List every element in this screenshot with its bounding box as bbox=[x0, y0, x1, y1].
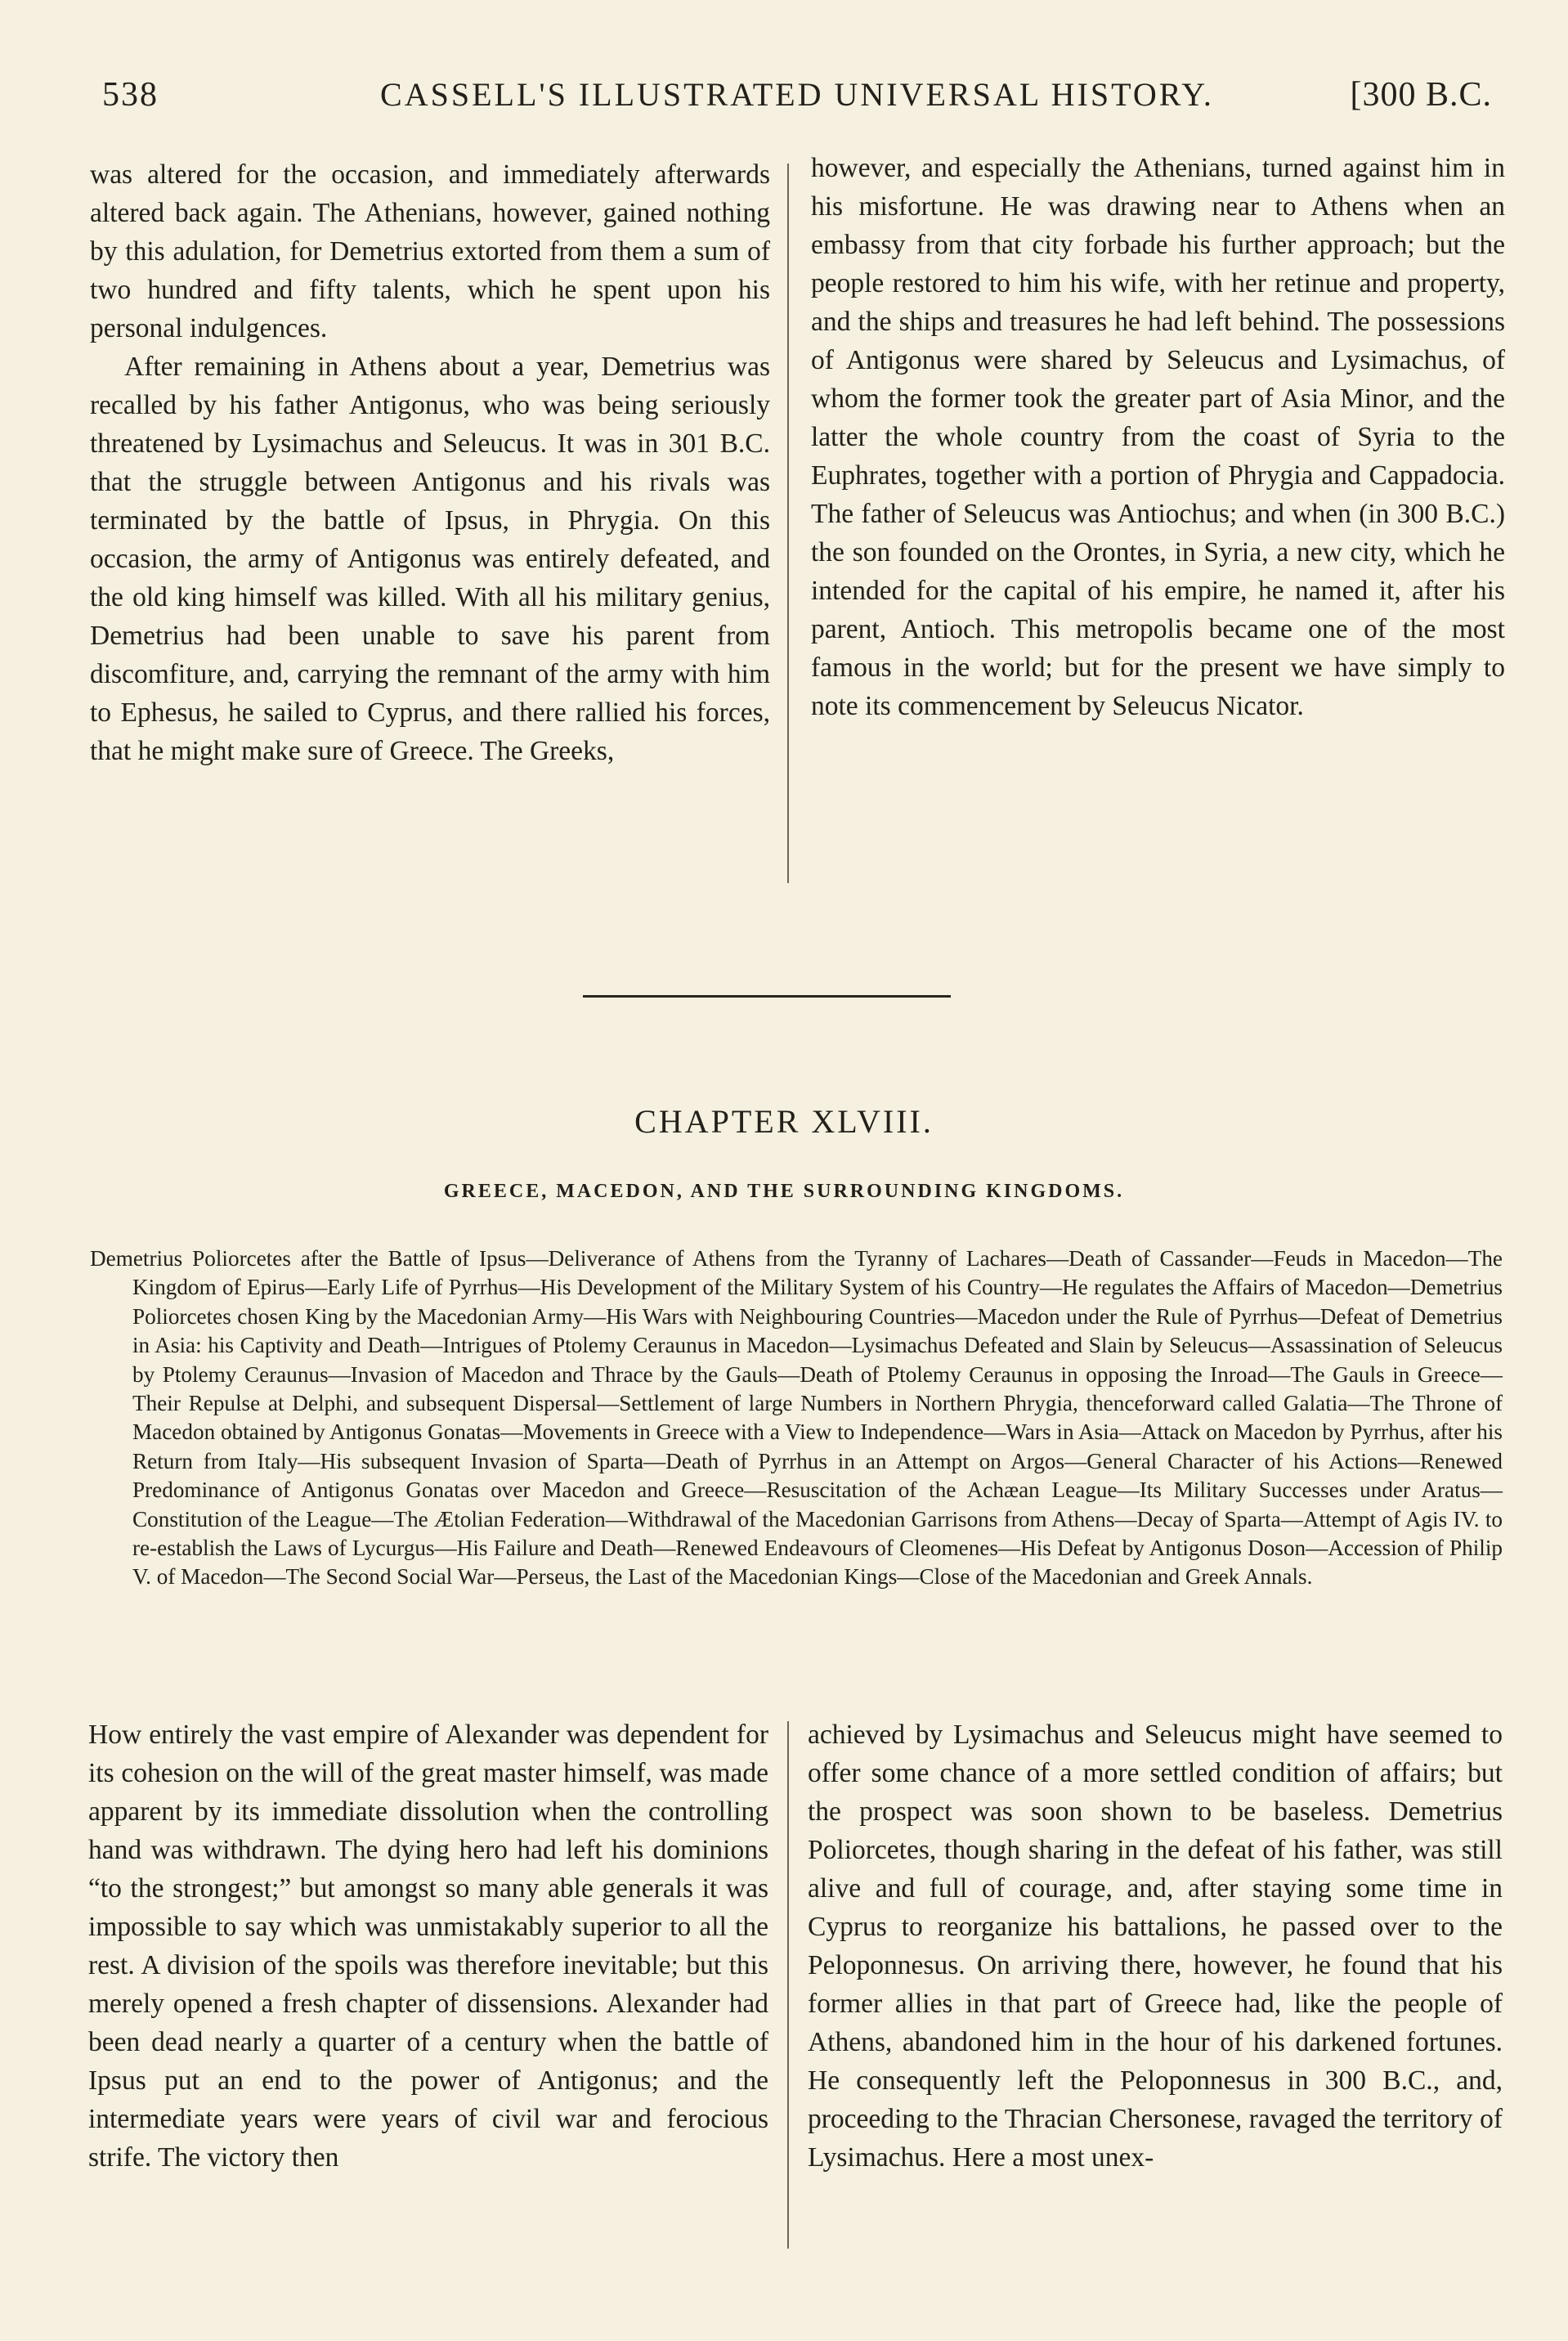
column-divider bbox=[787, 164, 789, 883]
running-title: CASSELL'S ILLUSTRATED UNIVERSAL HISTORY. bbox=[380, 76, 1214, 113]
paragraph: How entirely the vast empire of Alexander was dependent for its cohesion on the will of the great master himself, was made apparent by its immediate dissolution when the controlling hand was withdrawn. The dying hero had left his dominions “to the strongest;” but amongst so many able generals it was impossible to say which was unmistakably superior to all the rest. A division of the spoils was therefore inevitable; but this merely opened a fresh chapter of dissensions. Alexander had been dead nearly a quarter of a century when the battle of Ipsus put an end to the power of Antigonus; and the intermediate years were years of civil war and ferocious strife. The victory then bbox=[88, 1720, 768, 2173]
paragraph bbox=[90, 348, 770, 770]
bottom-left-column bbox=[88, 1715, 768, 2177]
text-run: , and, proceeding to the Thracian Chersonese, ravaged the territory of Lysimachus. Here a most unex- bbox=[808, 2065, 1503, 2173]
chapter-heading: CHAPTER XLVIII. bbox=[634, 1103, 934, 1140]
paragraph: was altered for the occasion, and immediately afterwards altered back again. The Athenians, however, gained nothing by this adulation, for Demetrius extorted from them a sum of two hundred and fifty talents, which he spent upon his personal indulgences. bbox=[90, 159, 770, 343]
text-run: ) the son founded on the Orontes, in Syria, a new city, which he intended for the capital of his empire, he named it, after his parent, Antioch. This metropolis became one of the most famous in the world; but for the present we have simply to note its commencement by Seleucus Nicator. bbox=[811, 499, 1506, 721]
paragraph bbox=[811, 149, 1505, 725]
summary-text: Demetrius Poliorcetes after the Battle of Ipsus—Deliverance of Athens from the Tyranny of Lachares—Death of Cassander—Feuds in Macedon—The Kingdom of Epirus—Early Life of Pyrrhus—His Development of the Military System of his Country—He regulates the Affairs of Macedon—Demetrius Poliorcetes chosen King by the Macedonian Army—His Wars with Neighbouring Countries—Macedon under the Rule of Pyrrhus—Defeat of Demetrius in Asia: his Captivity and Death—Intrigues of Ptolemy Ceraunus in Macedon—Lysimachus Defeated and Slain by Seleucus—Assassination of Seleucus by Ptolemy Ceraunus—Invasion of Macedon and Thrace by the Gauls—Death of Ptolemy Ceraunus in opposing the Inroad—The Gauls in Greece—Their Repulse at Delphi, and subsequent Dispersal—Settlement of large Numbers in Northern Phrygia, thenceforward called Galatia—The Throne of Macedon obtained by Antigonus Gonatas—Movements in Greece with a View to Independence—Wars in Asia—Attack on Macedon by Pyrrhus, after his Return from Italy—His subsequent Invasion of Sparta—Death of Pyrrhus in an Attempt on Argos—General Character of his Actions—Renewed Predominance of Antigonus Gonatas over Macedon and Greece—Resuscitation of the Achæan League—Its Military Successes under Aratus—Constitution of the League—The Ætolian Federation—Withdrawal of the Macedonian Garrisons from Athens—Decay of Sparta—Attempt of Agis IV. to re-establish the Laws of Lycurgus—His Failure and Death—Renewed Endeavours of Cleomenes—His Defeat by Antigonus Doson—Accession of Philip V. of Macedon—The Second Social War—Perseus, the Last of the Macedonian Kings—Close of the Macedonian and Greek Annals. bbox=[90, 1246, 1503, 1590]
top-left-column bbox=[90, 155, 770, 770]
text-run: however, and especially the Athenians, turned against him in his misfortune. He was drawing near to Athens when an embassy from that city forbade his further approach; but the people restored to him his wife, with her retinue and property, and the ships and treasures he had left behind. The possessions of Antigonus were shared by Seleucus and Lysimachus, of whom the former took the greater part of Asia Minor, and the latter the whole country from the coast of Syria to the Euphrates, together with a portion of Phrygia and Cappadocia. The father of Seleucus was Antiochus; and when (in 300 bbox=[811, 153, 1505, 529]
page-number: 538 bbox=[102, 76, 159, 114]
text-run: achieved by Lysimachus and Seleucus might have seemed to offer some chance of a more settled condition of affairs; but the prospect was soon shown to be baseless. Demetrius Poliorcetes, though sharing in the defeat of his father, was still alive and full of courage, and, after staying some time in Cyprus to reorganize his battalions, he passed over to the Peloponnesus. On arriving there, however, he found that his former allies in that part of Greece had, like the people of Athens, abandoned him in the hour of his darkened fortunes. He consequently left the Peloponnesus in 300 bbox=[808, 1720, 1503, 2096]
section-divider bbox=[583, 995, 951, 998]
chapter-summary bbox=[90, 1244, 1503, 1592]
paragraph bbox=[808, 1715, 1503, 2177]
bottom-right-column bbox=[808, 1715, 1503, 2177]
column-divider bbox=[787, 1721, 789, 2249]
text-run: After remaining in Athens about a year, Demetrius was recalled by his father Antigonus, who was being seriously threatened by Lysimachus and Seleucus. It was in 301 bbox=[90, 352, 770, 459]
era-abbrev: B.C. bbox=[1445, 499, 1496, 529]
top-right-column bbox=[811, 149, 1505, 725]
era-abbrev: B.C. bbox=[1382, 2065, 1433, 2096]
era-abbrev: B.C. bbox=[719, 428, 771, 459]
running-head bbox=[102, 75, 1492, 124]
text-run: that the struggle between Antigonus and his rivals was terminated by the battle of Ipsus, in Phrygia. On this occasion, the army of Antigonus was entirely defeated, and the old king himself was killed. With all his military genius, Demetrius had been unable to save his parent from discomfiture, and, carrying the remnant of the army with him to Ephesus, he sailed to Cyprus, and there rallied his forces, that he might make sure of Greece. The Greeks, bbox=[90, 467, 770, 766]
chapter-subtitle: GREECE, MACEDON, AND THE SURROUNDING KINGDOMS. bbox=[443, 1181, 1125, 1202]
running-date: [300 B.C. bbox=[1350, 76, 1492, 114]
